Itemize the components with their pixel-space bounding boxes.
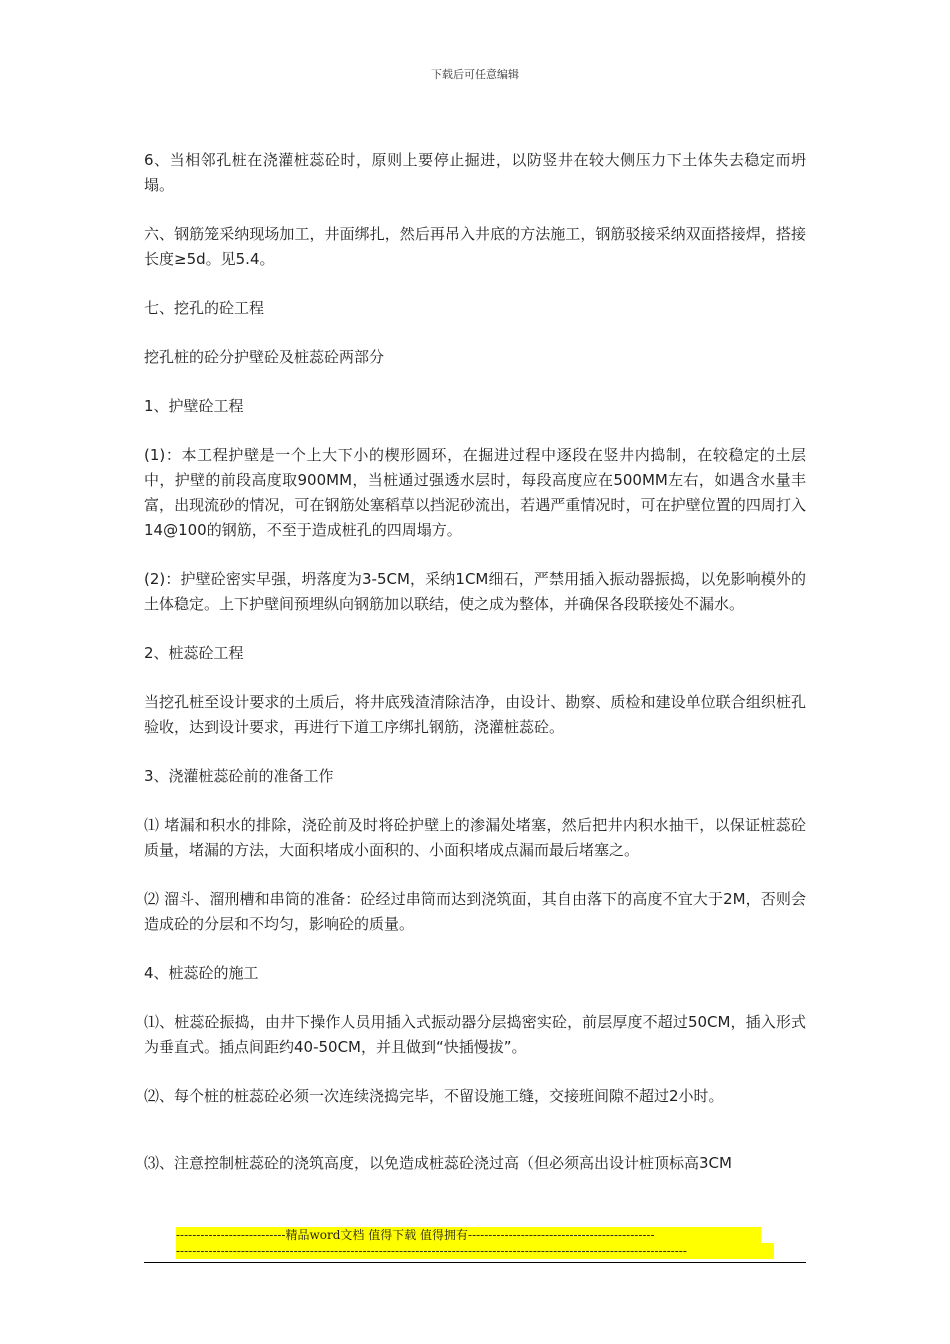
paragraph-14: ⑴、桩蕊砼振捣，由井下操作人员用插入式振动器分层捣密实砼，前层厚度不超过50CM，插入形式为垂直式。插点间距约40-50CM，并且做到“快插慢拔”。	[144, 1013, 806, 1056]
paragraph-6: (1)：本工程护壁是一个上大下小的楔形圆环，在掘进过程中逐段在竖井内捣制，在较稳定的土层中，护壁的前段高度取900MM，当桩通过强透水层时，每段高度应在500MM左右，如遇含水量丰富，出现流砂的情况，可在钢筋处塞稻草以挡泥砂流出，若遇严重情况时，可在护壁位置的四周打入14@100的钢筋，不至于造成桩孔的四周塌方。	[144, 446, 806, 539]
subsection-heading-3: 3、浇灌桩蕊砼前的准备工作	[144, 767, 334, 785]
paragraph-4: 挖孔桩的砼分护壁砼及桩蕊砼两部分	[144, 348, 385, 366]
paragraph-9: 当挖孔桩至设计要求的土质后，将井底残渣清除洁净，由设计、勘察、质检和建设单位联合组织桩孔验收，达到设计要求，再进行下道工序绑扎钢筋，浇灌桩蕊砼。	[144, 693, 806, 736]
paragraph-7: (2)：护壁砼密实早强，坍落度为3-5CM，采纳1CM细石，严禁用插入振动器振捣，以免影响模外的土体稳定。上下护壁间预埋纵向钢筋加以联结，使之成为整体，并确保各段联接处不漏水。	[144, 570, 806, 613]
footer-banner	[176, 1227, 776, 1259]
subsection-heading-2: 2、桩蕊砼工程	[144, 644, 244, 662]
document-body	[144, 148, 806, 1200]
subsection-heading-4: 4、桩蕊砼的施工	[144, 964, 259, 982]
footer-banner-line-2: ------------------------------------------------------------------------------------------------------------------------------	[176, 1243, 774, 1259]
subsection-heading-1: 1、护壁砼工程	[144, 397, 244, 415]
paragraph-11: ⑴ 堵漏和积水的排除，浇砼前及时将砼护壁上的渗漏处堵塞，然后把井内积水抽干，以保证桩蕊砼质量，堵漏的方法，大面积堵成小面积的、小面积堵成点漏而最后堵塞之。	[144, 816, 806, 859]
paragraph-12: ⑵ 溜斗、溜刑槽和串筒的准备：砼经过串筒而达到浇筑面，其自由落下的高度不宜大于2M，否则会造成砼的分层和不均匀，影响砼的质量。	[144, 890, 806, 933]
paragraph-15: ⑵、每个桩的桩蕊砼必须一次连续浇捣完毕，不留设施工缝，交接班间隙不超过2小时。	[144, 1087, 724, 1105]
page-header-note: 下载后可任意编辑	[431, 68, 519, 81]
paragraph-16: ⑶、注意控制桩蕊砼的浇筑高度，以免造成桩蕊砼浇过高（但必须高出设计桩顶标高3CM	[144, 1154, 732, 1172]
paragraph-1: 6、当相邻孔桩在浇灌桩蕊砼时，原则上要停止掘进，以防竖井在较大侧压力下土体失去稳定而坍塌。	[144, 151, 806, 194]
section-heading-7: 七、挖孔的砼工程	[144, 299, 265, 317]
footer-divider	[144, 1262, 806, 1263]
paragraph-2: 六、钢筋笼采纳现场加工，井面绑扎，然后再吊入井底的方法施工，钢筋驳接采纳双面搭接焊，搭接长度≥5d。见5.4。	[144, 225, 806, 268]
footer-banner-line-1: ---------------------------精品word文档 值得下载 值得拥有----------------------------------------------	[176, 1227, 761, 1243]
